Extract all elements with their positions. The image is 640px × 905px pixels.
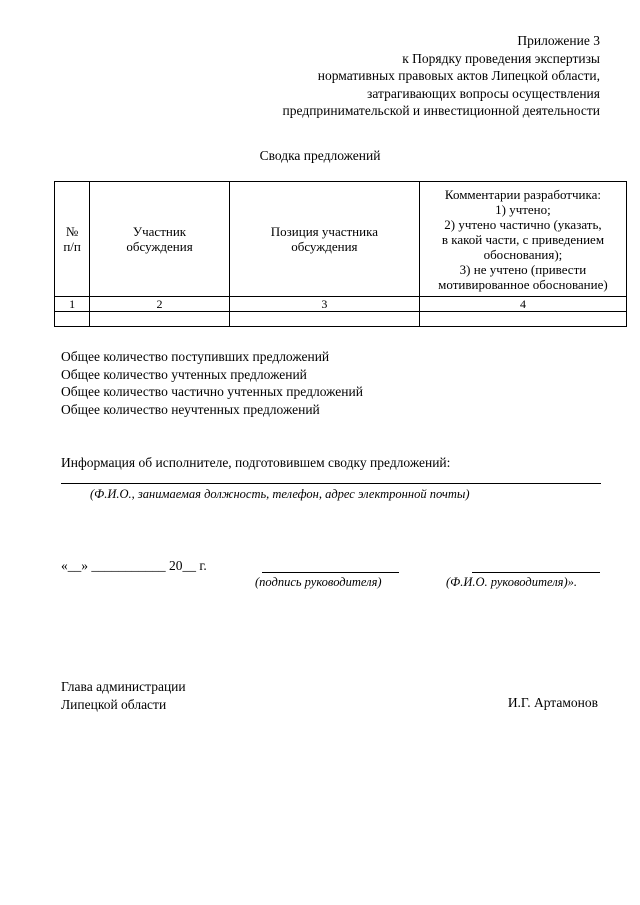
table-row	[55, 312, 627, 327]
header-cell-line: п/п	[63, 239, 81, 254]
proposal-counts	[61, 348, 363, 418]
header-cell-line: №	[65, 224, 79, 239]
signature-caption: (подпись руководителя)	[255, 575, 382, 589]
header-cell-line: Позиция участника	[270, 224, 378, 239]
header-cell-line: в какой части, с приведением	[441, 231, 605, 247]
manager-name-field[interactable]	[472, 572, 600, 573]
header-cell-line: обсуждения	[291, 239, 358, 254]
signatory-title-line: Липецкой области	[61, 696, 167, 712]
header-cell-line: мотивированное обоснование)	[438, 276, 608, 292]
executor-info-caption: (Ф.И.О., занимаемая должность, телефон, адрес электронной почты)	[90, 487, 470, 501]
signatory-name: И.Г. Артамонов	[507, 695, 598, 710]
table-number-row	[55, 297, 627, 312]
header-cell-line: 3) не учтено (привести	[459, 261, 587, 277]
executor-info-label: Информация об исполнителе, подготовившем сводку предложений:	[61, 455, 451, 470]
appendix-header-line: предпринимательской и инвестиционной деятельности	[282, 103, 600, 118]
table-header-row	[55, 182, 627, 297]
appendix-header-line: к Порядку проведения экспертизы	[402, 50, 600, 66]
count-partially-accepted: Общее количество частично учтенных предложений	[61, 384, 363, 399]
column-number-cell: 3	[229, 297, 419, 312]
appendix-header-line: нормативных правовых актов Липецкой области,	[317, 68, 600, 83]
table-cell[interactable]	[55, 312, 90, 327]
manager-name-caption: (Ф.И.О. руководителя)».	[446, 575, 578, 589]
appendix-header-line: затрагивающих вопросы осуществления	[367, 85, 600, 101]
count-accepted: Общее количество учтенных предложений	[61, 366, 307, 382]
table-cell[interactable]	[419, 312, 626, 327]
header-cell-line: обсуждения	[126, 239, 193, 254]
header-cell-line: обоснования);	[483, 246, 563, 262]
appendix-header	[283, 32, 600, 120]
proposals-table	[54, 181, 627, 327]
header-cell-line: 1) учтено;	[495, 201, 551, 217]
signatory-title-line: Глава администрации	[61, 679, 186, 694]
header-cell-participant	[90, 182, 230, 297]
header-cell-line: 2) учтено частично (указать,	[444, 216, 602, 232]
header-cell-line: Комментарии разработчика:	[444, 186, 601, 202]
header-cell-line: Участник	[132, 224, 187, 239]
column-number-cell: 4	[419, 297, 626, 312]
column-number-cell: 1	[55, 297, 90, 312]
header-cell-number	[55, 182, 90, 297]
appendix-header-line: Приложение 3	[517, 33, 600, 48]
header-cell-comments	[419, 182, 626, 297]
signature-field[interactable]	[262, 572, 399, 573]
count-received: Общее количество поступивших предложений	[61, 349, 330, 364]
signatory-title	[61, 678, 186, 713]
header-cell-position	[229, 182, 419, 297]
document-title: Сводка предложений	[259, 148, 381, 163]
column-number-cell: 2	[90, 297, 230, 312]
executor-info-field[interactable]	[61, 483, 601, 484]
table-cell[interactable]	[229, 312, 419, 327]
table-cell[interactable]	[90, 312, 230, 327]
date-field[interactable]: «__» ___________ 20__ г.	[61, 558, 207, 573]
count-rejected: Общее количество неучтенных предложений	[61, 401, 320, 417]
